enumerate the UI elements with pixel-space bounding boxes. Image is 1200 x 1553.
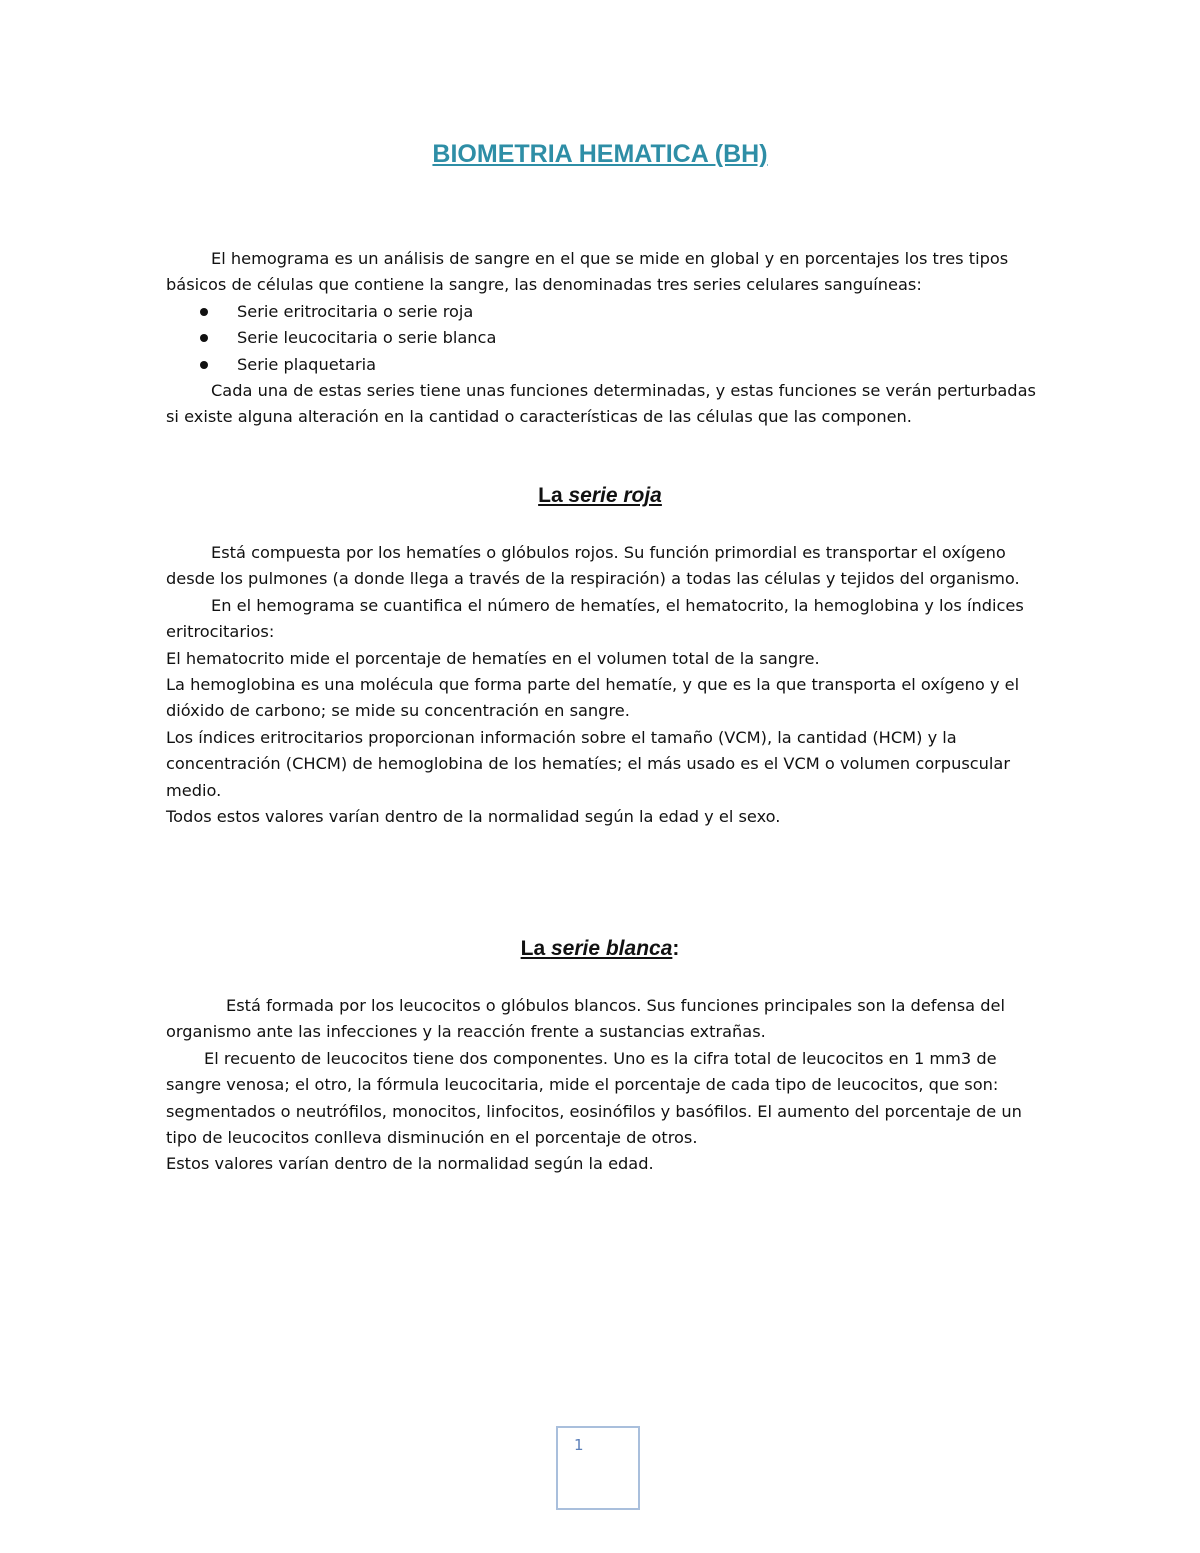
serie-roja-p1: Está compuesta por los hematíes o glóbulos rojos. Su función primordial es transportar el oxígeno desde los pulmones (a donde llega a través de la respiración) a todas las células y tejidos del organismo.: [166, 543, 1020, 589]
serie-roja-p5: Los índices eritrocitarios proporcionan información sobre el tamaño (VCM), la cantidad (HCM) y la concentración (CHCM) de hemoglobina de los hematíes; el más usado es el VCM o volumen corpuscular medio.: [166, 727, 1010, 800]
serie-blanca-p1: Está formada por los leucocitos o glóbulos blancos. Sus funciones principales son la defensa del organismo ante las infecciones y la reacción frente a sustancias extrañas.: [166, 996, 1005, 1042]
serie-blanca-p2: El recuento de leucocitos tiene dos componentes. Uno es la cifra total de leucocitos en 1 mm3 de sangre venosa; el otro, la fórmula leucocitaria, mide el porcentaje de cada tipo de leucocitos, que son: segmentados o neutrófilos, monocitos, linfocitos, eosinófilos y basófilos. El aumento del porcentaje de un tipo de leucocitos conlleva disminución en el porcentaje de otros.: [166, 1048, 1022, 1148]
bullet-icon: [200, 334, 208, 342]
serie-blanca-p3: Estos valores varían dentro de la normalidad según la edad.: [166, 1154, 654, 1174]
serie-roja-p6: Todos estos valores varían dentro de la normalidad según la edad y el sexo.: [166, 807, 781, 827]
bullet-icon: [200, 308, 208, 316]
intro-paragraph: El hemograma es un análisis de sangre en el que se mide en global y en porcentajes los tres tipos básicos de células que contiene la sangre, las denominadas tres series celulares sanguíneas:: [166, 249, 1009, 295]
serie-roja-p2: En el hemograma se cuantifica el número de hematíes, el hematocrito, la hemoglobina y los índices eritrocitarios:: [166, 595, 1024, 642]
page-number: 1: [574, 1436, 584, 1454]
heading-serie-blanca: La serie blanca:: [520, 937, 680, 960]
list-item: Serie plaquetaria: [166, 352, 1046, 378]
intro-closing: Cada una de estas series tiene unas funciones determinadas, y estas funciones se verán perturbadas si existe alguna alteración en la cantidad o características de las células que las componen.: [166, 381, 1036, 427]
serie-roja-p4: La hemoglobina es una molécula que forma parte del hematíe, y que es la que transporta el oxígeno y el dióxido de carbono; se mide su concentración en sangre.: [166, 675, 1020, 721]
page-number-box: [556, 1426, 640, 1510]
intro-section: [166, 246, 1046, 431]
heading-serie-roja: La serie roja: [538, 484, 662, 507]
bullet-icon: [200, 361, 208, 369]
serie-roja-p3: El hematocrito mide el porcentaje de hematíes en el volumen total de la sangre.: [166, 648, 820, 668]
list-item: Serie eritrocitaria o serie roja: [166, 299, 1046, 325]
serie-roja-section: [166, 540, 1046, 830]
serie-blanca-section: [166, 993, 1046, 1178]
page-title: BIOMETRIA HEMATICA (BH): [432, 140, 768, 168]
list-item: Serie leucocitaria o serie blanca: [166, 325, 1046, 351]
series-list: [166, 299, 1046, 378]
